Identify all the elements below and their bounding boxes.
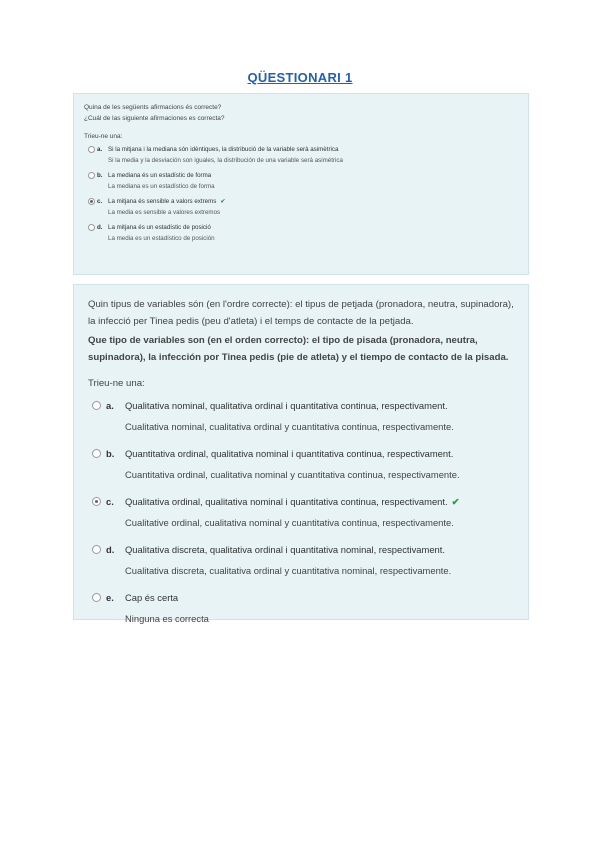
radio-button[interactable] (92, 401, 101, 410)
answer-option-b[interactable] (84, 170, 518, 192)
page-title: QÜESTIONARI 1 (247, 70, 353, 85)
radio-button[interactable] (92, 449, 101, 458)
answer-prompt: Trieu-ne una: (84, 133, 123, 140)
option-text-catalan: La mitjana és un estadístic de posició (108, 224, 211, 231)
radio-button[interactable] (88, 146, 95, 153)
answer-prompt: Trieu-ne una: (88, 378, 145, 389)
option-letter: c. (106, 496, 114, 507)
radio-button[interactable] (92, 545, 101, 554)
check-icon: ✔ (220, 198, 226, 205)
option-text-spanish: Cualitative ordinal, cualitativa nominal y cuantitativa continua, respectivamente. (125, 517, 454, 528)
answer-option-e[interactable] (88, 587, 514, 629)
question-card-1 (73, 93, 529, 275)
option-text-catalan: Cap és certa (125, 592, 179, 603)
radio-button[interactable] (92, 593, 101, 602)
radio-button-selected[interactable] (92, 497, 101, 506)
question-text-spanish: Que tipo de variables son (en el orden correcto): el tipo de pisada (pronadora, neutra, supinadora), la infección por Tinea pedis (pie de atleta) y el tiempo de contacto de la pisada. (88, 335, 509, 363)
option-text-spanish: Cualitativa discreta, cualitativa ordinal y cuantitativa nominal, respectivamente. (125, 565, 452, 576)
option-text-spanish: La media es sensible a valores extremos (108, 209, 221, 216)
answer-option-a[interactable] (88, 395, 514, 437)
option-text-spanish: Si la media y la desviación son iguales, la distribución de una variable será asimétrica (108, 157, 343, 164)
option-letter: a. (106, 400, 114, 411)
answer-option-c[interactable] (84, 196, 518, 218)
option-text-catalan: La mediana és un estadístic de forma (108, 172, 212, 179)
radio-button[interactable] (88, 172, 95, 179)
option-text-catalan: Qualitativa discreta, qualitativa ordinal i quantitativa nominal, respectivament. (125, 544, 445, 555)
answer-option-d[interactable] (88, 539, 514, 581)
answer-option-d[interactable] (84, 222, 518, 244)
option-text-catalan: Quantitativa ordinal, qualitativa nominal i quantitativa continua, respectivament. (125, 448, 454, 459)
option-text-catalan: La mitjana és sensible a valors extrems (108, 198, 217, 205)
option-text-spanish: La mediana es un estadístico de forma (108, 183, 215, 190)
check-icon: ✔ (451, 496, 460, 507)
option-text-spanish: La media es un estadístico de posición (108, 235, 215, 242)
option-letter: a. (97, 146, 103, 153)
radio-button[interactable] (88, 224, 95, 231)
option-text-catalan: Qualitativa nominal, qualitativa ordinal i quantitativa continua, respectivament. (125, 400, 448, 411)
option-letter: d. (97, 224, 103, 231)
option-letter: b. (97, 172, 103, 179)
option-text-catalan: Qualitativa ordinal, qualitativa nominal i quantitativa continua, respectivament. (125, 496, 448, 507)
question-text-catalan: Quin tipus de variables són (en l'ordre correcte): el tipus de petjada (pronadora, neutra, supinadora), la infecció per Tinea pedis (peu d'atleta) i el temps de contacte de la petjada. (88, 299, 514, 327)
option-text-spanish: Cualitativa nominal, cualitativa ordinal y cuantitativa continua, respectivamente. (125, 421, 454, 432)
option-letter: d. (106, 544, 115, 555)
answer-option-c[interactable] (88, 491, 514, 533)
option-text-catalan: Si la mitjana i la mediana són idèntiques, la distribució de la variable serà asimètrica (108, 146, 339, 153)
question-text-spanish: ¿Cuál de las siguiente afirmaciones es correcta? (84, 115, 225, 122)
option-letter: c. (97, 198, 103, 205)
question-text-catalan: Quina de les següents afirmacions és correcte? (84, 104, 222, 111)
option-letter: e. (106, 592, 114, 603)
option-text-spanish: Cuantitativa ordinal, cualitativa nominal y cuantitativa continua, respectivamente. (125, 469, 460, 480)
answer-option-a[interactable] (84, 144, 518, 166)
radio-button-selected[interactable] (88, 198, 95, 205)
option-letter: b. (106, 448, 115, 459)
answer-option-b[interactable] (88, 443, 514, 485)
option-text-spanish: Ninguna es correcta (125, 613, 209, 624)
question-card-2 (73, 284, 529, 624)
